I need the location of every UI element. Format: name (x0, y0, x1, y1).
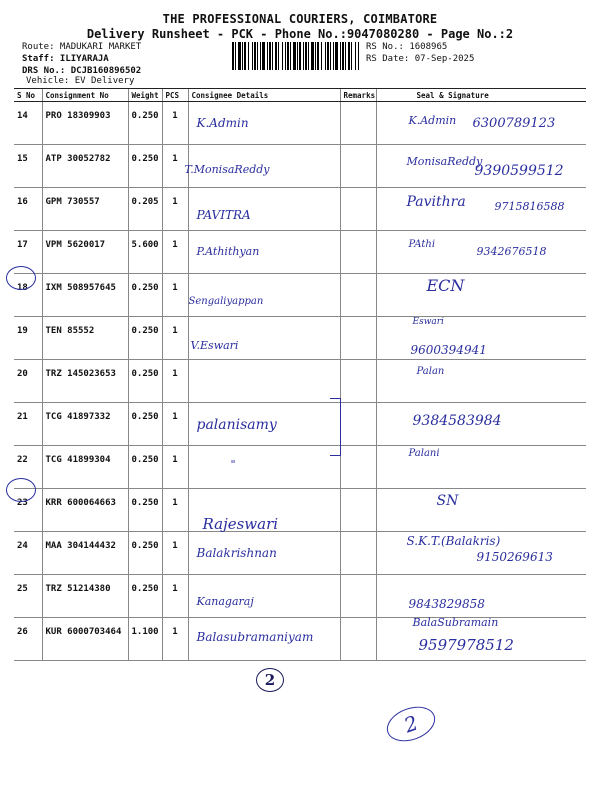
row-weight: 0.250 (128, 489, 162, 532)
row-remarks (340, 618, 376, 661)
row-signature (376, 446, 586, 489)
row-remarks (340, 188, 376, 231)
row-sno: 17 (14, 231, 42, 274)
signature-handwriting: Palan (416, 366, 445, 377)
row-consignment-no: VPM 5620017 (42, 231, 128, 274)
row-signature (376, 532, 586, 575)
signature-handwriting: ECN (426, 276, 465, 295)
row-pcs: 1 (162, 489, 188, 532)
row-consignment-no: TCG 41897332 (42, 403, 128, 446)
rs-number: RS No.: 1608965 (366, 42, 448, 52)
consignee-handwriting: palanisamy (196, 417, 277, 433)
row-sno: 22 (14, 446, 42, 489)
col-weight: Weight (128, 89, 162, 102)
phone-handwriting: 9150269613 (476, 550, 553, 564)
row-consignee (188, 532, 340, 575)
table-row (14, 231, 586, 274)
drs-number: DRS No.: DCJB160896502 (22, 66, 142, 76)
row-consignee (188, 274, 340, 317)
row-weight: 0.250 (128, 403, 162, 446)
signature-handwriting: K.Admin (408, 114, 457, 127)
row-remarks (340, 403, 376, 446)
table-row (14, 102, 586, 145)
signature-handwriting: S.K.T.(Balakris) (406, 534, 501, 548)
signature-handwriting: MonisaReddy (406, 155, 483, 168)
consignee-handwriting: Balasubramaniyam (196, 630, 314, 644)
signature-handwriting: Palani (408, 448, 440, 459)
row-consignee (188, 102, 340, 145)
signature-handwriting: Pavithra (406, 194, 466, 210)
phone-handwriting: 9715816588 (494, 200, 565, 213)
row-consignee (188, 403, 340, 446)
row-consignee (188, 231, 340, 274)
table-row (14, 274, 586, 317)
row-consignee (188, 360, 340, 403)
row-consignee (188, 188, 340, 231)
row-consignment-no: GPM 730557 (42, 188, 128, 231)
row-remarks (340, 102, 376, 145)
row-weight: 0.250 (128, 360, 162, 403)
row-remarks (340, 360, 376, 403)
row-remarks (340, 274, 376, 317)
row-pcs: 1 (162, 446, 188, 489)
row-sno: 14 (14, 102, 42, 145)
table-header-row (14, 89, 586, 102)
phone-handwriting: 6300789123 (472, 116, 556, 131)
row-pcs: 1 (162, 360, 188, 403)
col-sno: S No (14, 89, 42, 102)
signature-handwriting: BalaSubramain (412, 616, 499, 629)
row-remarks (340, 231, 376, 274)
row-consignment-no: TRZ 51214380 (42, 575, 128, 618)
row-remarks (340, 489, 376, 532)
row-consignee (188, 446, 340, 489)
phone-handwriting: 9384583984 (412, 413, 502, 429)
row-pcs: 1 (162, 145, 188, 188)
row-sno: 26 (14, 618, 42, 661)
row-consignment-no: TEN 85552 (42, 317, 128, 360)
consignee-handwriting: Rajeswari (202, 515, 279, 533)
col-consignee: Consignee Details (188, 89, 340, 102)
row-weight: 0.250 (128, 274, 162, 317)
row-weight: 1.100 (128, 618, 162, 661)
staff-label: Staff: ILIYARAJA (22, 54, 109, 64)
row-pcs: 1 (162, 403, 188, 446)
signature-handwriting: Eswari (412, 317, 444, 327)
row-sno: 20 (14, 360, 42, 403)
table-row (14, 575, 586, 618)
row-remarks (340, 317, 376, 360)
row-signature (376, 575, 586, 618)
table-row (14, 317, 586, 360)
signature-handwriting: SN (436, 493, 459, 509)
col-consignment: Consignment No (42, 89, 128, 102)
row-signature (376, 403, 586, 446)
row-weight: 0.250 (128, 446, 162, 489)
page-number-mark-2: 2 (382, 700, 440, 747)
col-signature: Seal & Signature (376, 89, 586, 102)
row-weight: 0.250 (128, 575, 162, 618)
consignee-handwriting: Sengaliyappan (188, 296, 264, 307)
row-pcs: 1 (162, 102, 188, 145)
row-consignee (184, 145, 340, 188)
phone-handwriting: 9600394941 (410, 343, 487, 357)
row-signature (376, 489, 586, 532)
row-sno: 24 (14, 532, 42, 575)
consignee-handwriting: P.Athithyan (196, 245, 260, 258)
table-row (14, 618, 586, 661)
table-row (14, 360, 586, 403)
row-consignment-no: TCG 41899304 (42, 446, 128, 489)
row-sno: 25 (14, 575, 42, 618)
row-pcs: 1 (162, 575, 188, 618)
row-remarks (340, 446, 376, 489)
runsheet-subtitle: Delivery Runsheet - PCK - Phone No.:9047080280 - Page No.:2 (86, 27, 514, 41)
row-remarks (340, 532, 376, 575)
consignee-handwriting: PAVITRA (196, 208, 251, 222)
row-weight: 0.250 (128, 317, 162, 360)
row-weight: 0.205 (128, 188, 162, 231)
row-consignment-no: TRZ 145023653 (42, 360, 128, 403)
consignee-handwriting: Balakrishnan (196, 546, 277, 560)
row-consignment-no: PRO 18309903 (42, 102, 128, 145)
row-signature (376, 360, 586, 403)
phone-handwriting: 9390599512 (474, 163, 564, 179)
consignee-handwriting: V.Eswari (190, 339, 239, 352)
phone-handwriting: 9342676518 (476, 245, 547, 258)
barcode-icon (232, 42, 360, 70)
row-consignment-no: IXM 508957645 (42, 274, 128, 317)
bracket-mark (330, 398, 341, 456)
phone-handwriting: 9597978512 (418, 636, 514, 654)
row-consignee (188, 489, 340, 532)
row-sno: 15 (14, 145, 42, 188)
table-row (14, 145, 586, 188)
row-sno: 23 (14, 489, 42, 532)
row-pcs: 1 (162, 317, 188, 360)
row-consignee (188, 575, 340, 618)
row-sno: 21 (14, 403, 42, 446)
row-weight: 0.250 (128, 145, 162, 188)
row-consignee (188, 317, 340, 360)
col-remarks: Remarks (340, 89, 376, 102)
row-sno: 18 (14, 274, 42, 317)
signature-handwriting: PAthi (408, 239, 436, 250)
table-row (14, 403, 586, 446)
row-remarks (340, 145, 376, 188)
row-signature (376, 231, 586, 274)
row-signature (376, 274, 586, 317)
row-weight: 5.600 (128, 231, 162, 274)
table-row (14, 489, 586, 532)
row-remarks (340, 575, 376, 618)
table-row (14, 446, 586, 489)
row-pcs: 1 (162, 188, 188, 231)
consignee-handwriting: Kanagaraj (196, 595, 254, 608)
row-signature (376, 188, 586, 231)
runsheet-table (14, 88, 586, 661)
rs-date: RS Date: 07-Sep-2025 (366, 54, 475, 64)
table-row (14, 188, 586, 231)
route-label: Route: MADUKARI MARKET (22, 42, 142, 52)
row-pcs: 1 (162, 274, 188, 317)
row-pcs: 1 (162, 231, 188, 274)
row-consignment-no: KRR 600064663 (42, 489, 128, 532)
consignee-handwriting: K.Admin (196, 116, 249, 130)
row-sno: 19 (14, 317, 42, 360)
table-row (14, 532, 586, 575)
row-signature (376, 317, 586, 360)
row-signature (376, 102, 586, 145)
circle-mark (6, 478, 36, 502)
row-consignment-no: ATP 30052782 (42, 145, 128, 188)
phone-handwriting: 9843829858 (408, 597, 485, 611)
col-pcs: PCS (162, 89, 188, 102)
row-weight: 0.250 (128, 102, 162, 145)
row-consignment-no: KUR 6000703464 (42, 618, 128, 661)
row-sno: 16 (14, 188, 42, 231)
row-pcs: 1 (162, 532, 188, 575)
row-pcs: 1 (162, 618, 188, 661)
circle-mark (6, 266, 36, 290)
row-weight: 0.250 (128, 532, 162, 575)
company-title: THE PROFESSIONAL COURIERS, COIMBATORE (162, 12, 438, 26)
page-number-mark: 2 (256, 668, 284, 692)
row-signature (376, 145, 586, 188)
row-consignment-no: MAA 304144432 (42, 532, 128, 575)
row-consignee (188, 618, 340, 661)
vehicle-label: Vehicle: EV Delivery (26, 76, 135, 86)
consignee-handwriting: T.MonisaReddy (184, 163, 270, 176)
consignee-handwriting: " (230, 458, 236, 471)
row-signature (376, 618, 586, 661)
